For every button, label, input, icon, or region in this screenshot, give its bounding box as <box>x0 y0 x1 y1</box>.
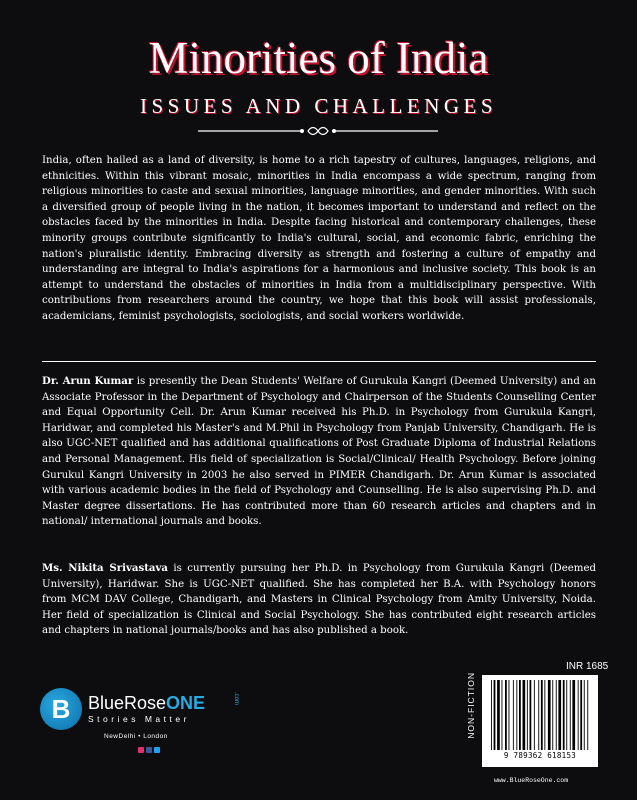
isbn-number: 9 789362 618153 <box>503 751 577 760</box>
book-description: India, often hailed as a land of diversity, is home to a rich tapestry of cultures, languages, religions, and ethnicities. Within this vibrant mosaic, minorities in India encompass a wide spectrum, ranging from religious minorities to caste and sexual minorities, language minorities, and gender minorities. With such a diversified group of people living in the nation, it becomes important to understand and reflect on the obstacles faced by the minorities in India. Despite facing historical and contemporary challenges, these minority groups contribute significantly to India's cultural, social, and economic fabric, enriching the nation's pluralistic identity. Embracing diversity as strength and fostering a culture of empathy and understanding are integral to India's aspirations for a harmonious and inclusive society. This book is an attempt to understand the obstacles of minorities in India from a multidisciplinary perspective. With contributions from researchers around the country, we hope that this book will assist professionals, academicians, feminist psychologists, sociologists, and social workers worldwide. <box>42 155 596 322</box>
section-divider <box>42 361 596 362</box>
author-bio-text-2: is currently pursuing her Ph.D. in Psychology from Gurukula Kangri (Deemed University), Haridwar. She is UGC-NET qualified. She has completed her B.A. with Psychology honors from MCM DAV College, Chandigarh, and Masters in Clinical Psychology from Amity University, Noida. Her field of specialization is Clinical and Social Psychology. She has contributed eight research articles and chapters in national journals/books and has also published a book. <box>42 563 596 637</box>
publisher-logo-icon: B <box>40 688 82 730</box>
author-bio-1 <box>42 374 596 530</box>
publisher-name <box>88 693 205 713</box>
barcode-icon <box>489 680 591 750</box>
twitter-icon <box>154 747 160 753</box>
price-label: INR 1685 <box>566 661 609 672</box>
isbn-barcode <box>482 675 598 767</box>
publisher-website: www.BlueRoseOne.com <box>494 777 569 784</box>
author-bio-text-1: is presently the Dean Students' Welfare of Gurukula Kangri (Deemed University) and an Associate Professor in the Department of Psychology and Chairperson of the Students Counselling Center and Equal Opportunity Cell. Dr. Arun Kumar received his Ph.D. in Psychology from Gurukula Kangri, Haridwar, and completed his Master's and M.Phil in Psychology from Panjab University, Chandigarh. He is also UGC-NET qualified and has additional qualifications of Post Graduate Diploma of Industrial Relations and Personal Management. His field of specialization is Social/Clinical/ Health Psychology. Before joining Gurukul Kangri University in 2003 he also served in PIMER Chandigarh. Dr. Arun Kumar is associated with various academic bodies in the field of Psychology and Counselling. He is also supervising Ph.D. and Master degree dissertations. He has contributed more than 60 research articles and chapters and in national/ international journals and books. <box>42 376 596 528</box>
genre-label: NON-FICTION <box>466 672 476 739</box>
publisher-brand-accent: ONE <box>166 693 206 713</box>
publisher-brand-main: BlueRose <box>88 693 167 713</box>
author-bio-2 <box>42 561 596 639</box>
publisher-brand-suffix: .com <box>233 692 239 706</box>
book-subtitle: ISSUES AND CHALLENGES <box>139 94 498 118</box>
publisher-locations: NewDelhi • London <box>104 733 168 740</box>
facebook-icon <box>146 747 152 753</box>
author-name-2: Ms. Nikita Srivastava <box>42 562 169 574</box>
ornament-divider-icon <box>198 122 438 140</box>
social-icons <box>138 747 160 753</box>
book-title: Minorities of India <box>148 33 489 83</box>
publisher-tagline: Stories Matter <box>88 714 190 724</box>
instagram-icon <box>138 747 144 753</box>
author-name-1: Dr. Arun Kumar <box>42 375 134 387</box>
